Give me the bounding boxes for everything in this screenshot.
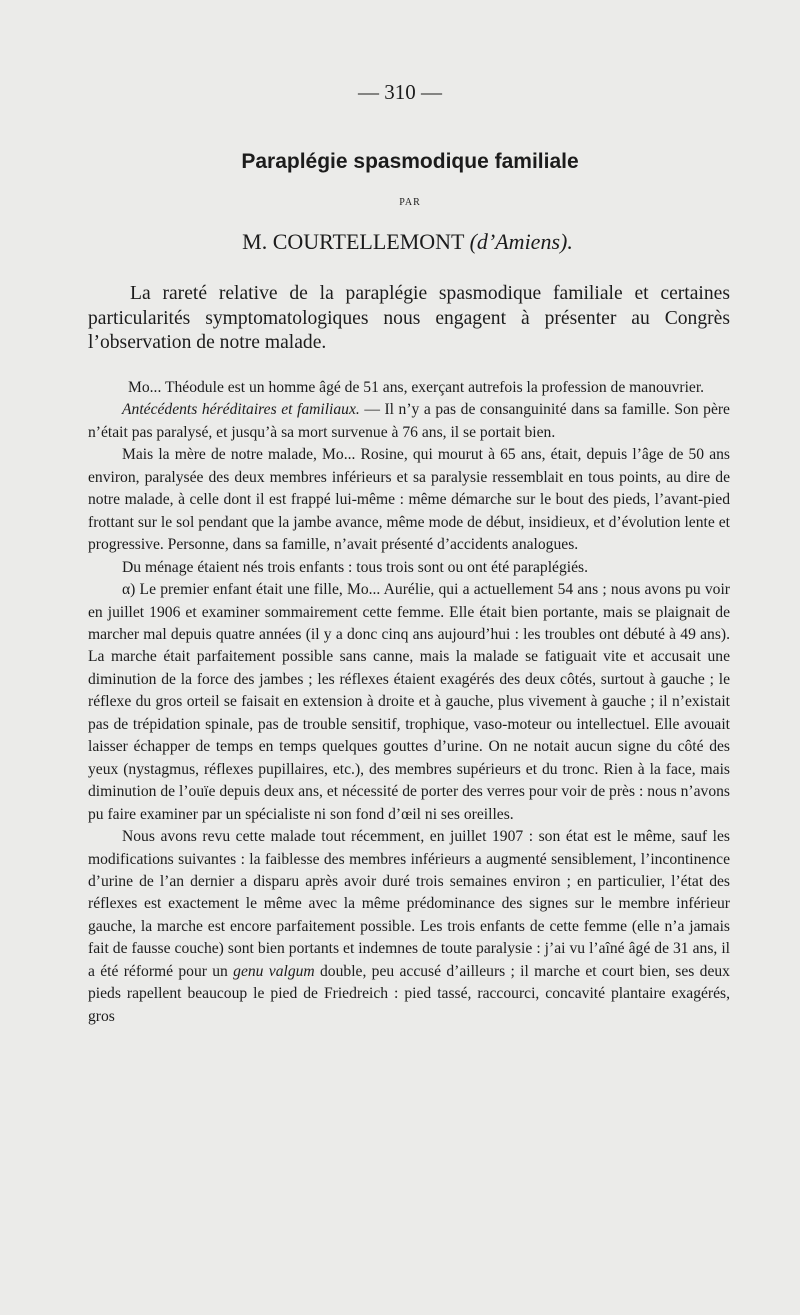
byline-par: PAR [399, 197, 421, 208]
paragraph-follow-up-text-a: Nous avons revu cette malade tout récemment, en juillet 1907 : son état est le même, sauf les modifications suivantes : la faiblesse des membres inférieurs a augmenté sensiblement, l’incontinence d’urine de l’an dernier a disparu après avoir duré trois semaines environ ; en particulier, l’état des réflexes est exactement le même avec la même prédominance des signes sur le membre inférieur gauche, la marche est encore parfaitement possible. Les trois enfants de cette femme (elle n’a jamais fait de fausse couche) sont bien portants et indemnes de toute paralysie : j’ai vu l’aîné âgé de 31 ans, il a été réformé pour un [88, 828, 730, 980]
paragraph-patient-intro: Mo... Théodule est un homme âgé de 51 ans, exerçant autrefois la profession de manouvrier. [128, 379, 705, 396]
lead-paragraph: La rareté relative de la paraplégie spasmodique familiale et certaines particularités symptomatologiques nous engagent à présenter au Congrès l’observation de notre malade. [88, 283, 730, 353]
author-name: M. COURTELLEMONT [242, 229, 465, 254]
paragraph-first-child: α) Le premier enfant était une fille, Mo... Aurélie, qui a actuellement 54 ans ; nous avons pu voir en juillet 1906 et examiner sommairement cette femme. Elle était bien portante, mais se plaignait de marcher mal depuis quatre années (il y a donc cinq ans aujourd’hui : les troubles ont débuté à 49 ans). La marche était parfaitement possible sans canne, mais la malade se fatiguait vite et accusait une diminution de la force des jambes ; les réflexes étaient exagérés des deux côtés, surtout à gauche ; le réflexe du gros orteil se faisait en extension à droite et à gauche, plus vivement à gauche ; il n’existait pas de trépidation spinale, pas de trouble sensitif, trophique, vaso-moteur ou intellectuel. Elle avouait laisser échapper de temps en temps quelques gouttes d’urine. On ne notait aucun signe du côté des yeux (nystagmus, réflexes pupillaires, etc.), des membres supérieurs et du tronc. Rien à la face, mais diminution de l’ouïe depuis deux ans, et nécessité de porter des verres pour voir de près : nous n’avons pu faire examiner par un spécialiste ni son fond d’œil ni ses oreilles. [88, 581, 730, 823]
article-title: Paraplégie spasmodique familiale [241, 150, 579, 173]
paragraph-children: Du ménage étaient nés trois enfants : tous trois sont ou ont été paraplégiés. [122, 558, 588, 576]
paragraph-mother: Mais la mère de notre malade, Mo... Rosine, qui mourut à 65 ans, était, depuis l’âge de 50 ans environ, paralysée des deux membres inférieurs et sa paralysie ressemblait en tous points, au dire de notre malade, à celle dont il est frappé lui-même : même démarche sur le bout des pieds, l’avant-pied frottant sur le sol pendant que la jambe avance, même mode de début, insidieux, et d’évolution lente et progressive. Personne, dans sa famille, n’avait présenté d’accidents analogues. [88, 446, 730, 554]
section-heading-antecedents: Antécédents héréditaires et familiaux. [122, 401, 360, 419]
author-place: (d’Amiens). [469, 229, 573, 254]
paragraph-family-history [88, 399, 730, 444]
author-line [0, 229, 800, 255]
article-body [88, 377, 730, 1028]
paragraph-follow-up [88, 826, 730, 1028]
paragraph-follow-up-text-b: double, peu accusé d’ailleurs ; il marche et court bien, ses deux pieds rapellent beaucoup le pied de Friedreich : pied tassé, raccourci, concavité plantaire exagérés, gros [88, 962, 730, 1025]
term-genu-valgum: genu valgum [233, 962, 315, 980]
page-number: — 310 — [358, 80, 442, 104]
paragraph-family-history-text: — Il n’y a pas de consanguinité dans sa famille. Son père n’était pas paralysé, et jusqu’à sa mort survenue à 76 ans, il se portait bien. [88, 401, 730, 441]
